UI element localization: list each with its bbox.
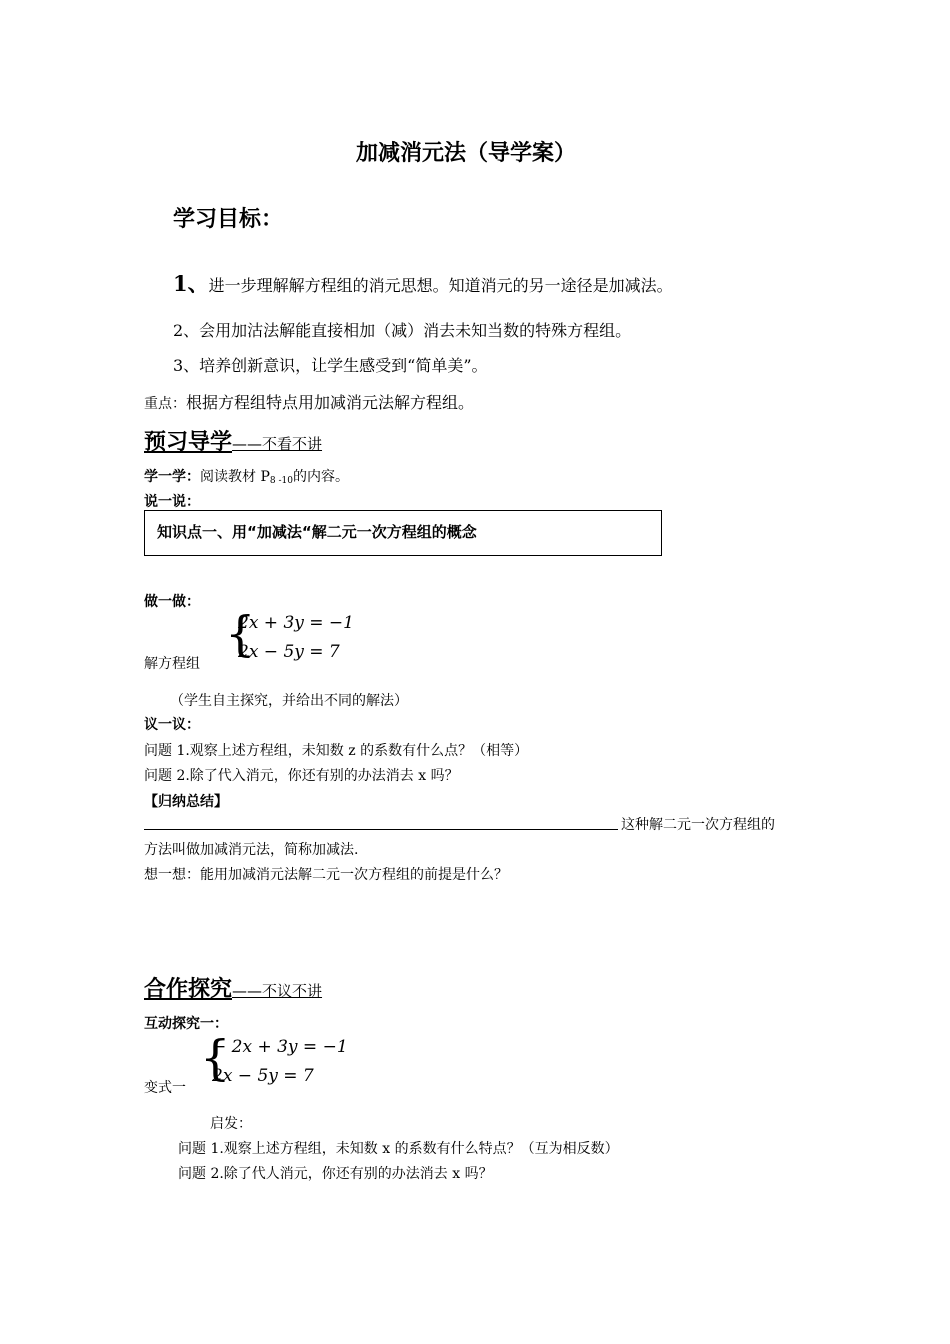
summary-text-2: 方法叫做加减消元法，简称加减法. xyxy=(144,842,359,858)
do-row xyxy=(144,591,200,611)
say-row xyxy=(144,491,200,511)
discuss-row xyxy=(144,714,200,734)
knowledge-point-box xyxy=(144,510,662,556)
learn-label: 学一学： xyxy=(144,469,200,485)
summary-row xyxy=(144,791,228,811)
think-question: 想一想：能用加减消元法解二元一次方程组的前提是什么？ xyxy=(144,867,508,883)
system1-equation-2: 2x − 5y = 7 xyxy=(238,642,340,662)
hint-question-2: 问题 2.除了代人消元，你还有别的办法消去 x 吗？ xyxy=(178,1166,493,1182)
page-title: 加减消元法（导学案） xyxy=(356,141,577,166)
system2-equation-2: 2x − 5y = 7 xyxy=(212,1066,314,1086)
cooperate-section-heading xyxy=(144,972,322,1003)
discuss-question-1: 问题 1.观察上述方程组，未知数 z 的系数有什么点？（相等） xyxy=(144,743,529,759)
objective-item-1 xyxy=(173,268,673,298)
knowledge-point-text: 知识点一、用“加减法“解二元一次方程组的概念 xyxy=(157,523,477,541)
keypoint-label: 重点： xyxy=(144,396,186,412)
objective-1-number: 1、 xyxy=(173,271,209,296)
say-label: 说一说： xyxy=(144,494,200,510)
objective-1-text: 进一步理解解方程组的消元思想。知道消元的另一途径是加减法。 xyxy=(208,276,673,295)
preview-heading-text: 预习导学 xyxy=(144,430,233,455)
system2-equation-1: − 2x + 3y = −1 xyxy=(212,1037,348,1057)
learn-text-pre: 阅读教材 P xyxy=(200,469,270,485)
keypoint-text: 根据方程组特点用加减消元法解方程组。 xyxy=(186,393,475,412)
interact-label: 互动探究一： xyxy=(144,1016,228,1032)
learn-text-post: 的内容。 xyxy=(292,469,349,485)
learn-row xyxy=(144,466,349,486)
preview-section-heading xyxy=(144,425,322,456)
objectives-heading: 学习目标： xyxy=(173,207,284,232)
summary-label: 【归纳总结】 xyxy=(144,794,228,810)
system1-equation-1: 2x + 3y = −1 xyxy=(238,613,354,633)
system2-brace: { xyxy=(200,1030,231,1086)
cooperate-heading-text: 合作探究 xyxy=(144,977,233,1002)
learn-page-range: 8 -10 xyxy=(269,476,293,486)
do-label: 做一做： xyxy=(144,594,200,610)
variant-label: 变式一 xyxy=(144,1080,186,1096)
hint-label: 启发： xyxy=(210,1116,252,1132)
solve-label: 解方程组 xyxy=(144,656,200,672)
objective-item-2: 2、会用加沽法解能直接相加（减）消去未知当数的特殊方程组。 xyxy=(173,321,632,340)
system1-brace: { xyxy=(225,606,256,662)
fill-in-blank-line[interactable] xyxy=(144,829,618,830)
discuss-question-2: 问题 2.除了代入消元，你还有别的办法消去 x 吗？ xyxy=(144,768,459,784)
cooperate-heading-tag: ——不议不讲 xyxy=(232,982,323,1000)
explore-note: （学生自主探究，并给出不同的解法） xyxy=(170,693,408,709)
preview-heading-tag: ——不看不讲 xyxy=(232,435,323,453)
summary-text-1: 这种解二元一次方程组的 xyxy=(621,817,775,833)
objective-item-3: 3、培养创新意识，让学生感受到“简单美”。 xyxy=(173,356,488,375)
discuss-label: 议一议： xyxy=(144,717,200,733)
keypoint xyxy=(144,390,474,413)
hint-question-1: 问题 1.观察上述方程组，未知数 x 的系数有什么特点？（互为相反数） xyxy=(178,1141,619,1157)
